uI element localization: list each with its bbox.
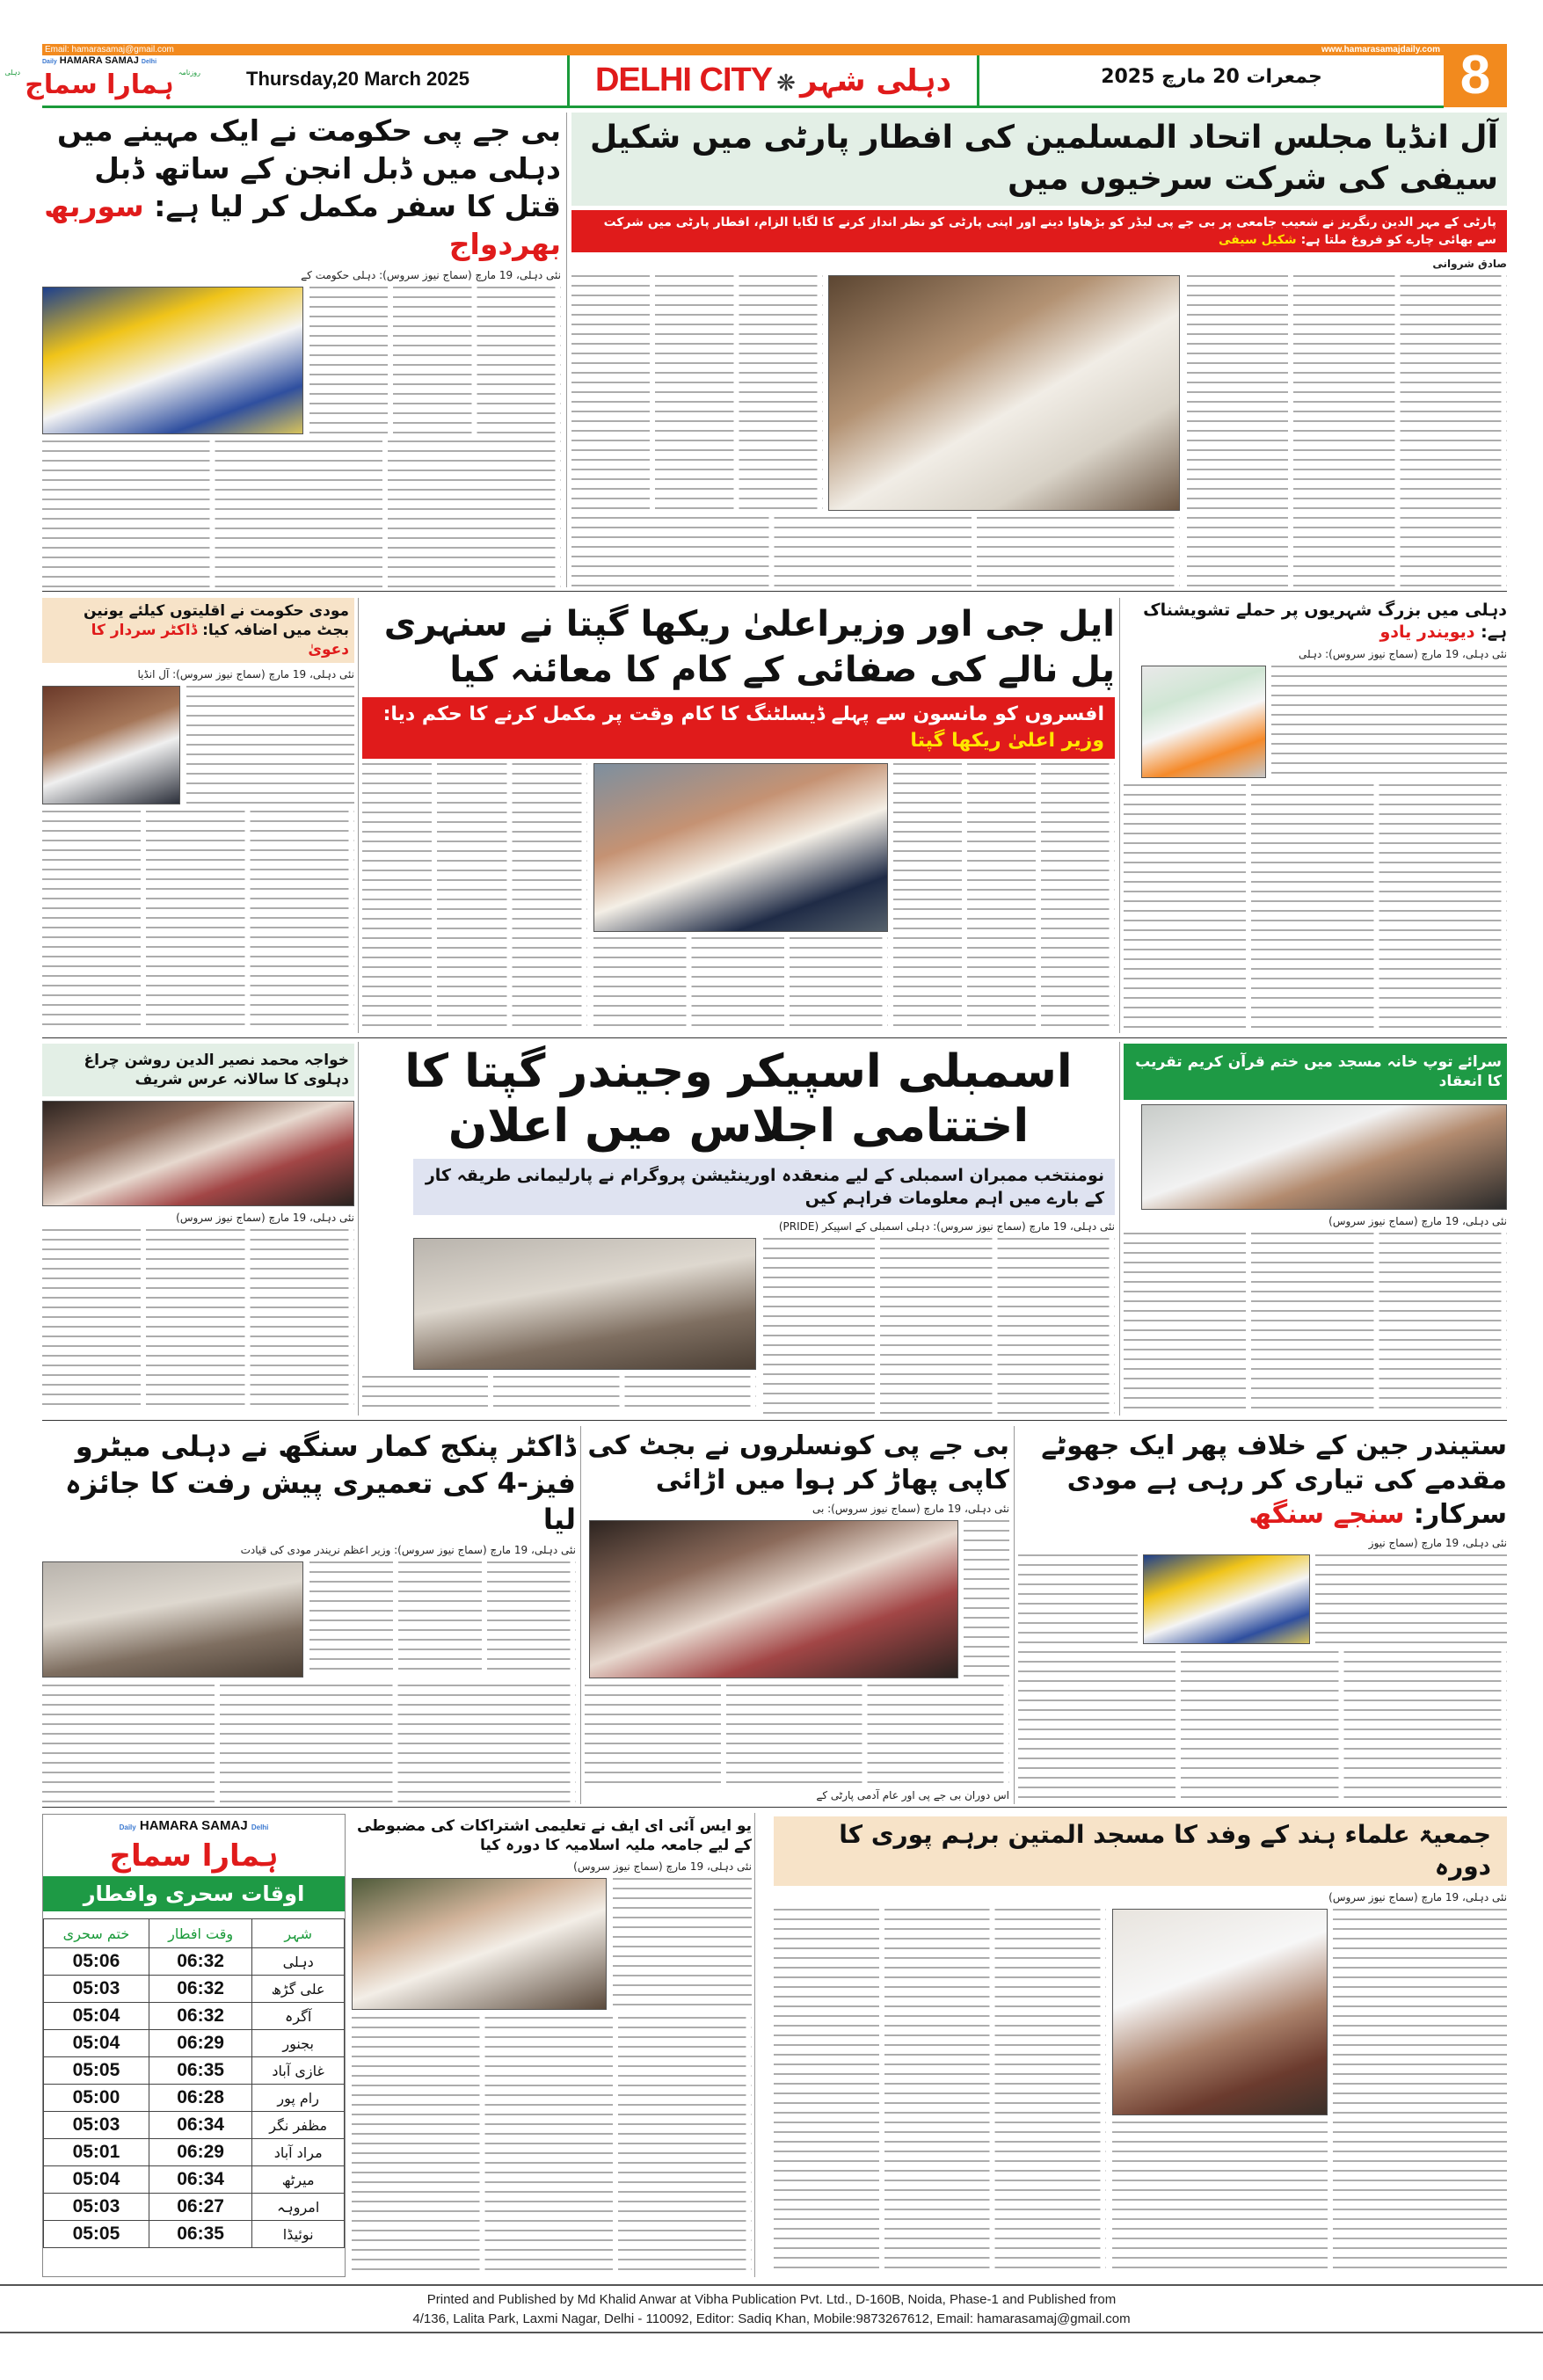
article-jamiat-visit — [774, 1816, 1507, 2275]
article-content — [571, 275, 1507, 587]
article-bharadwaj — [42, 113, 561, 587]
article-content — [352, 1878, 752, 2275]
logo-urdu-text: ہمارا سماج — [25, 69, 174, 100]
article-body-text — [964, 1520, 1009, 1678]
logo — [43, 1815, 345, 1876]
photo-orientation-programme — [413, 1238, 756, 1370]
headline: ایل جی اور وزیراعلیٰ ریکھا گپتا نے سنہری پل نالے کی صفائی کے کام کا معائنہ کیا — [383, 604, 1115, 690]
city: دہلی — [252, 1948, 345, 1976]
column-header-iftar: وقت افطار — [149, 1919, 251, 1948]
reporter-name: صادق شروانی — [1432, 257, 1507, 270]
byline: ڈاکٹر سردار کا دعویٰ — [91, 622, 349, 659]
article-body-text — [1018, 1651, 1507, 1802]
headline — [1124, 600, 1507, 643]
column-divider — [566, 113, 567, 587]
headline — [42, 598, 354, 663]
article-content — [42, 1561, 576, 1802]
article-body-text — [585, 1685, 1009, 1784]
section-title-ur: دہلی شہر — [800, 63, 952, 98]
article-body-text — [893, 763, 1115, 1030]
row-divider — [42, 1037, 1507, 1038]
photo-masjid-delegation — [1112, 1909, 1328, 2115]
page-number: 8 — [1444, 44, 1507, 107]
table-row — [44, 1976, 345, 2003]
photo-devender-yadav — [1141, 666, 1266, 778]
dateline: نئی دہلی، 19 مارچ (سماج نیوز سروس) — [1328, 1890, 1507, 1903]
iftar-time: 06:29 — [149, 2139, 251, 2166]
article-content — [585, 1520, 1009, 1784]
table-header-row — [44, 1919, 345, 1948]
subhead-band — [571, 210, 1507, 252]
sehri-time: 05:04 — [44, 2166, 149, 2194]
column-header-sehri: ختم سحری — [44, 1919, 149, 1948]
iftar-time: 06:32 — [149, 1948, 251, 1976]
photo-urs — [42, 1101, 354, 1206]
snowflake-icon: ❋ — [776, 70, 796, 97]
headline-text: ستیندر جین کے خلاف پھر ایک جھوٹے مقدمے کی تیاری کر رہی ہے مودی سرکار: — [1041, 1430, 1507, 1530]
dateline: نئی دہلی، 19 مارچ (سماج نیوز سروس): آل انڈیا — [137, 668, 354, 681]
article-content — [362, 1238, 1115, 1414]
byline: سنجے سنگھ — [1248, 1499, 1405, 1530]
photo-usief-visit — [352, 1878, 607, 2010]
article-body-text — [42, 1685, 576, 1802]
dateline: نئی دہلی، 19 مارچ (سماج نیوز سروس): دہلی حکومت کے — [301, 268, 561, 281]
subhead-band: نومنتخب ممبران اسمبلی کے لیے منعقدہ اورینٹیشن پروگرام نے پارلیمانی طریقہ کار کے بارے میں اہم معلومات فراہم کیں — [413, 1159, 1115, 1215]
article-body-text — [42, 811, 354, 1030]
article-urs-sharif — [42, 1044, 354, 1413]
article-body-text — [309, 287, 561, 434]
subhead-text: پارٹی کے مہر الدین رنگریز نے شعیب جامعی پر بی جے پی لیڈر کو بڑھاوا دینے اور اپنی پارٹی کو نظر انداز کرنے کا لگایا الزام، افطار پارٹی میں شرکت سے بھائی چارے کو فروغ ملتا ہے: — [603, 215, 1496, 247]
photo-iftar-party — [828, 275, 1180, 511]
article-body-text — [42, 1229, 354, 1413]
website-text: www.hamarasamajdaily.com — [1321, 45, 1440, 55]
article-sunehri-pul — [362, 601, 1115, 1030]
article-body-text — [1187, 275, 1507, 587]
article-body-text — [309, 1561, 576, 1678]
sehri-time: 05:03 — [44, 2194, 149, 2221]
sehri-time: 05:00 — [44, 2085, 149, 2112]
headline: سرائے توپ خانہ مسجد میں ختم قرآن کریم تقریب کا انعقاد — [1124, 1044, 1507, 1100]
table-row — [44, 2166, 345, 2194]
column-divider — [1014, 1426, 1015, 1804]
photo-saurabh-bharadwaj — [42, 287, 303, 434]
byline: دیویندر یادو — [1379, 622, 1475, 642]
table-row — [44, 1948, 345, 1976]
article-content — [774, 1909, 1507, 2275]
dateline: نئی دہلی، 19 مارچ (سماج نیوز سروس) — [176, 1212, 354, 1225]
dateline: نئی دہلی، 19 مارچ (سماج نیوز سروس): وزیر اعظم نریندر مودی کی قیادت — [240, 1543, 576, 1556]
sehri-time: 05:06 — [44, 1948, 149, 1976]
article-body-text — [763, 1238, 1115, 1414]
iftar-time: 06:34 — [149, 2112, 251, 2139]
article-body-text — [613, 1878, 752, 2010]
table-row — [44, 2194, 345, 2221]
article-body-text — [1315, 1554, 1507, 1644]
city: مظفر نگر — [252, 2112, 345, 2139]
headline — [1018, 1429, 1507, 1532]
column-divider — [358, 1042, 359, 1416]
iftar-time: 06:27 — [149, 2194, 251, 2221]
logo-english — [42, 55, 200, 68]
section-title-en: DELHI CITY — [594, 62, 773, 98]
row-divider — [42, 1807, 1507, 1808]
city: رام پور — [252, 2085, 345, 2112]
headline: یو ایس آئی ای ایف نے تعلیمی اشتراکات کی مضبوطی کے لیے جامعہ ملیہ اسلامیہ کا دورہ کیا — [356, 1817, 752, 1855]
article-content — [42, 686, 354, 1030]
photo-lg-cm-inspection — [593, 763, 888, 932]
iftar-time: 06:35 — [149, 2221, 251, 2248]
imprint-line-2: 4/136, Lalita Park, Laxmi Nagar, Delhi - 110092, Editor: Sadiq Khan, Mobile:9873267612, Email: hamarasamaj@gmail.com — [412, 2311, 1131, 2326]
city: میرٹھ — [252, 2166, 345, 2194]
logo-urdu — [4, 68, 200, 106]
logo-delhi: Delhi — [141, 59, 157, 65]
article-body-text — [42, 440, 561, 587]
photo-metro-review — [42, 1561, 303, 1678]
subhead-text: افسروں کو مانسون سے پہلے ڈیسلٹنگ کا کام وقت پر مکمل کرنے کا حکم دیا: — [382, 703, 1104, 725]
logo-daily: Daily — [119, 1823, 136, 1831]
iftar-time: 06:35 — [149, 2057, 251, 2085]
logo — [4, 55, 200, 106]
article-body-text — [571, 517, 1180, 587]
headline: اسمبلی اسپیکر وجیندر گپتا کا اختتامی اجلاس میں اعلان — [404, 1045, 1073, 1154]
column-divider — [1119, 1042, 1120, 1416]
logo-daily: Daily — [42, 59, 57, 65]
headline: بی جے پی کونسلروں نے بجٹ کی کاپی پھاڑ کر ہوا میں اڑائی — [587, 1430, 1009, 1496]
dateline: نئی دہلی، 19 مارچ (سماج نیوز — [1368, 1537, 1507, 1549]
sehri-time: 05:05 — [44, 2221, 149, 2248]
email-text: Email: hamarasamaj@gmail.com — [45, 45, 174, 55]
row-divider — [42, 1420, 1507, 1421]
article-content — [1124, 666, 1507, 1030]
ramadan-timings-box — [42, 1814, 346, 2277]
article-body-text — [774, 1909, 1106, 2275]
column-divider — [1119, 598, 1120, 1033]
logo-delhi: Delhi — [251, 1823, 269, 1831]
table-row — [44, 2030, 345, 2057]
logo-english — [43, 1815, 345, 1836]
headline — [42, 113, 561, 264]
article-body-text — [1271, 666, 1507, 778]
table-row — [44, 2003, 345, 2030]
city: علی گڑھ — [252, 1976, 345, 2003]
top-strip — [42, 44, 1444, 55]
sehri-time: 05:03 — [44, 1976, 149, 2003]
article-body-text — [571, 275, 823, 511]
iftar-time: 06:28 — [149, 2085, 251, 2112]
article-content — [362, 763, 1115, 1030]
article-minorities-budget — [42, 598, 354, 1030]
article-body-text — [1112, 2122, 1328, 2275]
imprint-line-1: Printed and Published by Md Khalid Anwar at Vibha Publication Pvt. Ltd., D-160B, Noida, Phase-1 and Published from — [426, 2292, 1117, 2307]
dateline: نئی دہلی، 19 مارچ (سماج نیوز سروس): دہلی اسمبلی کے اسپیکر (PRIDE) — [778, 1219, 1115, 1233]
photo-dr-sardar — [42, 686, 180, 804]
headline: جمعیۃ علماء ہند کے وفد کا مسجد المتین برہم پوری کا دورہ — [774, 1816, 1507, 1886]
article-body-text — [186, 686, 354, 804]
sehri-time: 05:01 — [44, 2139, 149, 2166]
city: بجنور — [252, 2030, 345, 2057]
headline: ڈاکٹر پنکج کمار سنگھ نے دہلی میٹرو فیز-4 کی تعمیری پیش رفت کا جائزہ لیا — [64, 1430, 576, 1537]
column-header-city: شہر — [252, 1919, 345, 1948]
sehri-time: 05:04 — [44, 2030, 149, 2057]
article-body-text — [1333, 1909, 1507, 2275]
headline: آل انڈیا مجلس اتحاد المسلمین کی افطار پارٹی میں شکیل سیفی کی شرکت سرخیوں میں — [571, 113, 1507, 206]
row-divider — [42, 591, 1507, 592]
subhead-name: شکیل سیفی — [1218, 232, 1297, 247]
logo-roznama: روزنامہ — [178, 69, 200, 76]
iftar-time: 06:34 — [149, 2166, 251, 2194]
table-row — [44, 2057, 345, 2085]
article-aimim-iftar — [571, 113, 1507, 587]
article-body-text — [1124, 784, 1507, 1030]
headline-text: مودی حکومت نے اقلیتوں کیلئے یونین بجٹ میں اضافہ کیا: — [83, 602, 349, 640]
table-row — [44, 2112, 345, 2139]
date-urdu: جمعرات 20 مارچ 2025 — [1101, 66, 1322, 88]
article-satyendar-jain — [1018, 1429, 1507, 1802]
city: مراد آباد — [252, 2139, 345, 2166]
article-senior-citizens — [1124, 600, 1507, 1030]
iftar-time: 06:32 — [149, 2003, 251, 2030]
column-divider — [580, 1426, 581, 1804]
logo-en-text: HAMARA SAMAJ — [139, 1818, 248, 1833]
imprint-footer — [0, 2284, 1543, 2333]
timings-title: اوقات سحری وافطار — [43, 1876, 345, 1911]
headline: خواجہ محمد نصیر الدین روشن چراغ دہلوی کا سالانہ عرس شریف — [42, 1044, 354, 1096]
dateline: نئی دہلی، 19 مارچ (سماج نیوز سروس): بی — [812, 1503, 1009, 1515]
section-title — [567, 55, 979, 106]
iftar-time: 06:29 — [149, 2030, 251, 2057]
city: غازی آباد — [252, 2057, 345, 2085]
article-body-text — [593, 937, 888, 1030]
sehri-time: 05:05 — [44, 2057, 149, 2085]
article-budget-copy-torn — [585, 1429, 1009, 1802]
logo-urdu-text: ہمارا سماج — [109, 1838, 279, 1874]
article-content — [1018, 1554, 1507, 1802]
subhead-band — [362, 697, 1115, 759]
article-body-text — [1124, 1233, 1507, 1413]
article-assembly-speaker — [362, 1044, 1115, 1414]
article-body-text — [352, 2017, 752, 2275]
column-divider — [754, 1813, 755, 2277]
table-row — [44, 2085, 345, 2112]
city: امروہہ — [252, 2194, 345, 2221]
photo-khatm-quran — [1141, 1104, 1507, 1210]
iftar-time: 06:32 — [149, 1976, 251, 2003]
photo-sanjay-singh — [1143, 1554, 1310, 1644]
article-khatm-quran — [1124, 1044, 1507, 1413]
article-body-text — [362, 763, 587, 1030]
subhead-name: وزیر اعلیٰ ریکھا گپتا — [910, 730, 1104, 752]
logo-en-text: HAMARA SAMAJ — [59, 55, 139, 66]
city: آگرہ — [252, 2003, 345, 2030]
photo-council-protest — [589, 1520, 958, 1678]
byline: سوربھ بھردواج — [44, 188, 561, 261]
dateline: نئی دہلی، 19 مارچ (سماج نیوز سروس) — [573, 1860, 752, 1874]
masthead — [4, 55, 1444, 108]
dateline: نئی دہلی، 19 مارچ (سماج نیوز سروس): دہلی — [1298, 648, 1507, 661]
date-english: Thursday,20 March 2025 — [246, 68, 469, 90]
body-snippet: اس دوران بی جے پی اور عام آدمی پارٹی کے — [816, 1789, 1009, 1801]
article-usief-jamia — [352, 1816, 752, 2275]
article-body-text — [1018, 1554, 1138, 1644]
table-row — [44, 2139, 345, 2166]
dateline: نئی دہلی، 19 مارچ (سماج نیوز سروس) — [1328, 1215, 1507, 1228]
headline-text: بی جے پی حکومت نے ایک مہینے میں دہلی میں ڈبل انجن کے ساتھ ڈبل قتل کا سفر مکمل کر لیا ہے: — [57, 113, 561, 223]
article-metro-phase4 — [42, 1429, 576, 1802]
sehri-time: 05:04 — [44, 2003, 149, 2030]
sehri-time: 05:03 — [44, 2112, 149, 2139]
logo-dehli: دہلی — [4, 69, 21, 76]
article-body-text — [362, 1376, 756, 1414]
column-divider — [358, 598, 359, 1033]
headline-text: دہلی میں بزرگ شہریوں پر حملے تشویشناک ہے: — [1143, 600, 1507, 642]
table-row — [44, 2221, 345, 2248]
timings-table — [43, 1918, 345, 2248]
article-content — [42, 287, 561, 587]
city: نوئیڈا — [252, 2221, 345, 2248]
